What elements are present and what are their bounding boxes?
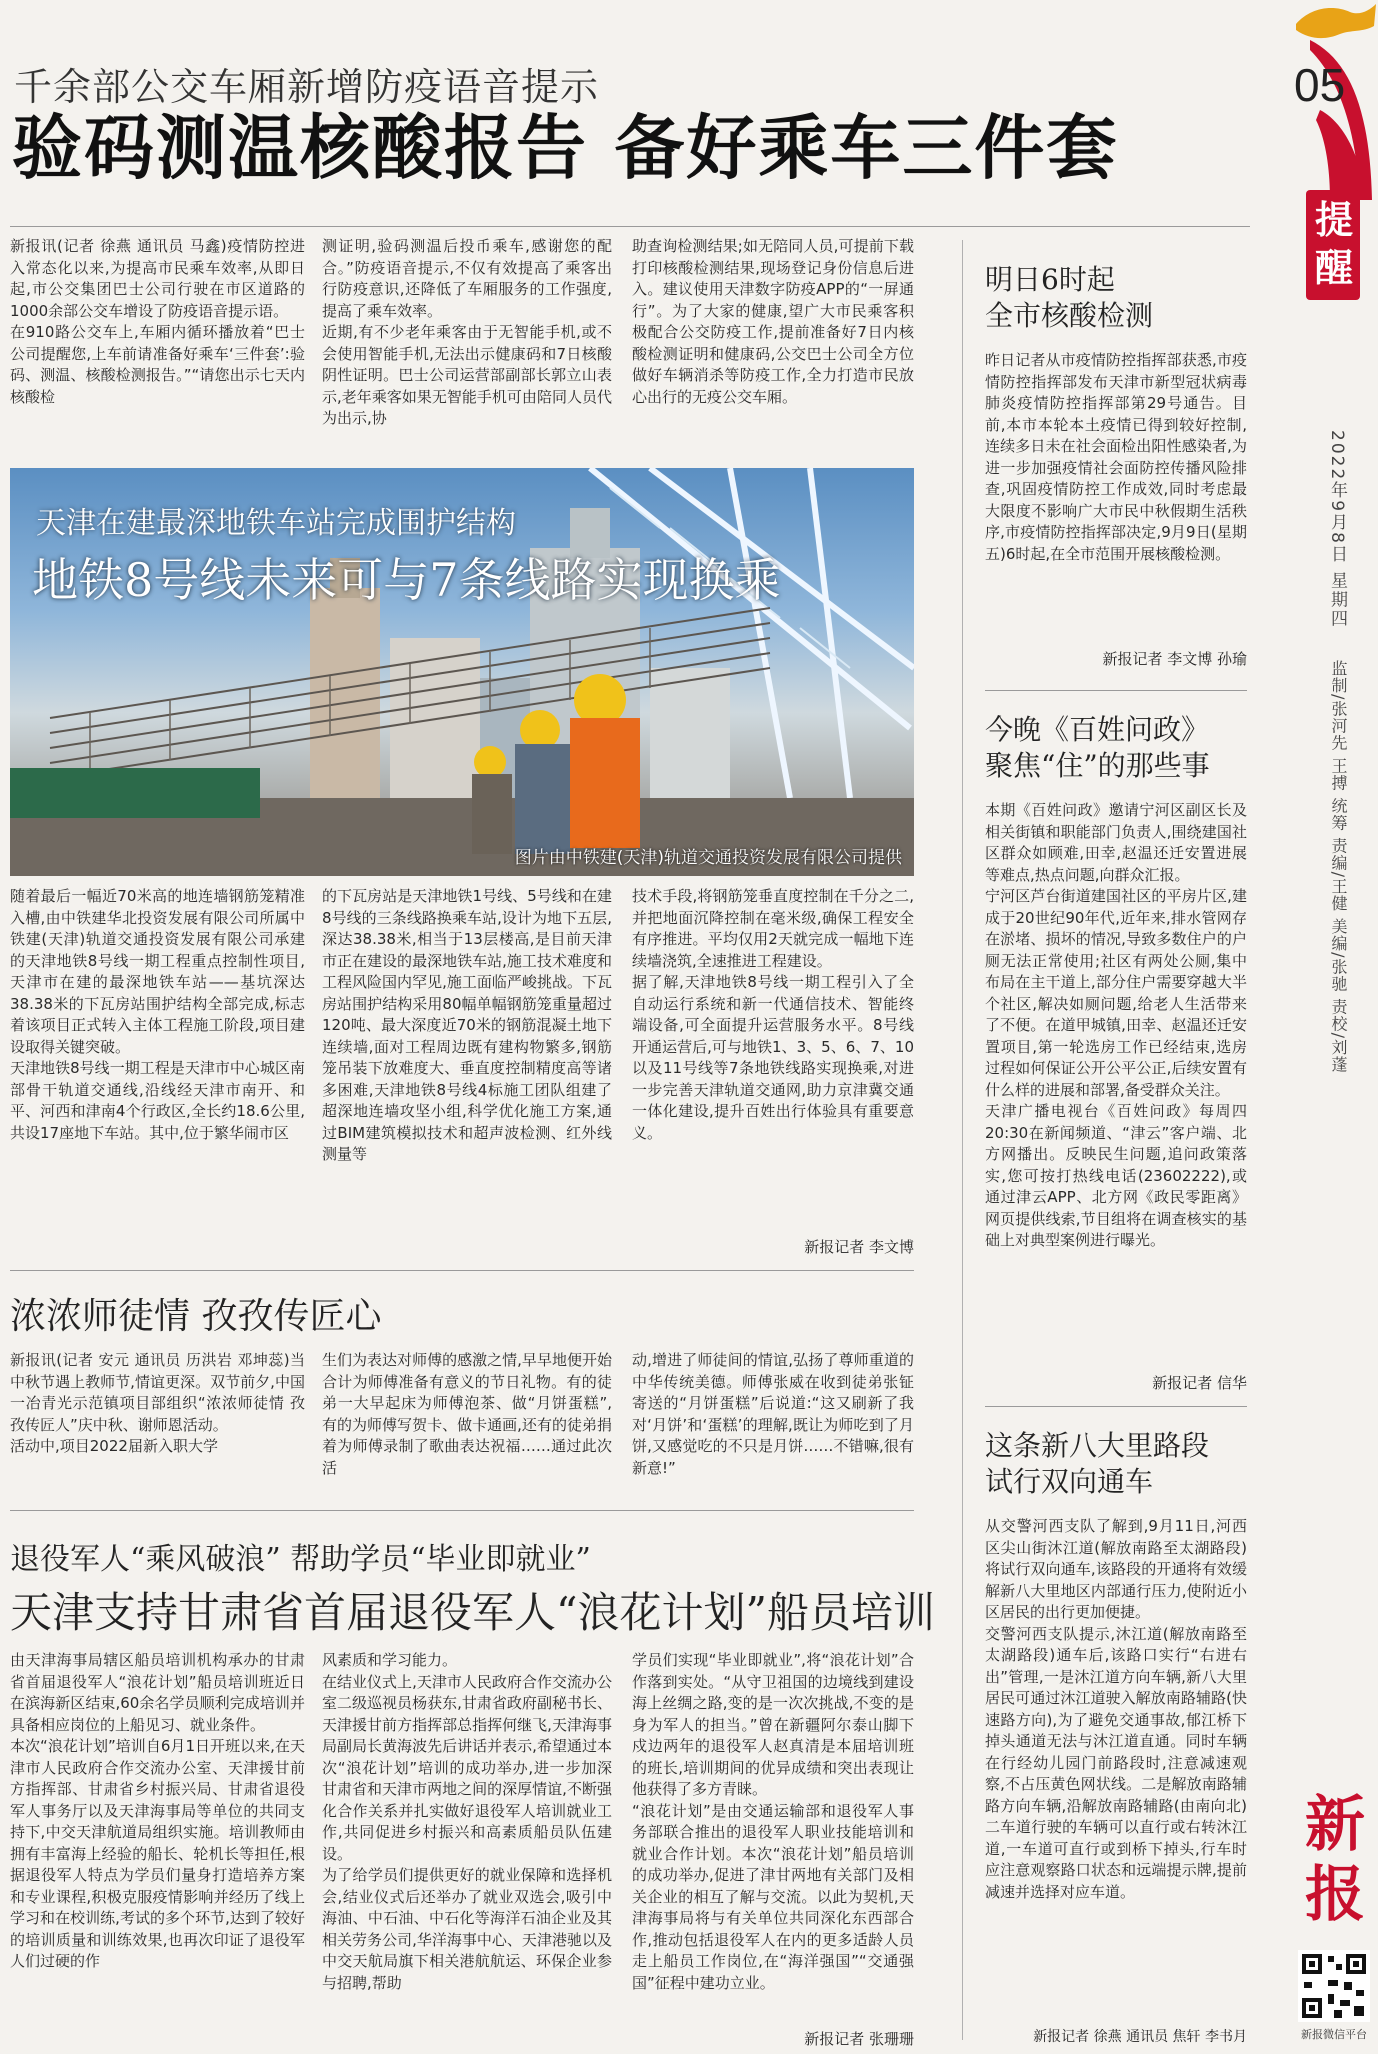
lead-kicker: 千余部公交车厢新增防疫语音提示 [14,65,600,109]
qr-caption: 新报微信平台 [1301,2028,1367,2041]
right-s2-body: 本期《百姓问政》邀请宁河区副区长及相关街镇和职能部门负责人,围绕建国社区群众如顾难,田幸,赵温还迁安置进展等难点,热点问题,向群众汇报。 宁河区芦台街道建国社区的平房片区,建成于20世纪90年代,近年来,排水管网存在淤堵、损坏的情况,导致多数住户的户厕无法正常使用;社区有两处公厕,集中布局在主干道上,部分住户需要穿越大半个社区,解决如厕问题,给老人生活带来了不便。在道甲城镇,田幸、赵温还迁安置项目,第一轮选房工作已经结束,选房过程如何保证公开公平公正,后续安置有什么样的进展和部署,备受群众关注。 天津广播电视台《百姓问政》每周四20:30在新闻频道、“津云”客户端、北方网播出。反映民生问题,追问政策落实,您可按打热线电话(23602222),或通过津云APP、北方网《政民零距离》网页提供线索,节目组将在调查核实的基础上对典型案例进行曝光。 [985,801,1247,1249]
metro-headline: 地铁8号线未来可与7条线路实现换乘 [32,553,781,607]
teacher-col-2: 生们为表达对师傅的感激之情,早早地便开始合计为师傅准备有意义的节日礼物。有的徒弟一大早起床为师傅泡茶、做“月饼蛋糕”,有的为师傅写贺卡、做卡通画,还有的徒弟捐着为师傅录制了歌曲表达祝福……通过此次活 [322,1351,612,1477]
divider [10,226,1250,227]
brand-logo: 新报 [1305,1790,1365,1930]
metro-kicker: 天津在建最深地铁车站完成围护结构 [36,506,516,541]
metro-col-3: 技术手段,将钢筋笼垂直度控制在千分之二,并把地面沉降控制在毫米级,确保工程安全有序推进。平均仅用2天就完成一幅地下连续墙浇筑,全速推进工程建设。 据了解,天津地铁8号线一期工程引入了全自动运行系统和新一代通信技术、智能终端设备,可全面提升运营服务水平。8号线开通运营后,可与地铁1、3、5、6、7、10以及11号线等7条地铁线路实现换乘,对进一步完善天津轨道交通网,助力京津冀交通一体化建设,提升百姓出行体验具有重要意义。 [632,887,914,1142]
metro-col-1: 随着最后一幅近70米高的地连墙钢筋笼精准入槽,由中铁建华北投资发展有限公司所属中铁建(天津)轨道交通投资发展有限公司承建的天津地铁8号线一期工程重点控制性项目,天津市在建的最深地铁车站——基坑深达38.38米的下瓦房站围护结构全部完成,标志着该项目正式转入主体工程施工阶段,项目建设取得关键突破。 天津地铁8号线一期工程是天津市中心城区南部骨干轨道交通线,沿线经天津市南开、和平、河西和津南4个行政区,全长约18.6公里,共设17座地下车站。其中,位于繁华闹市区 [10,887,305,1142]
date-strip: 2022年9月8日 星期四 [1327,430,1347,629]
metro-byline: 新报记者 李文博 [804,1238,914,1256]
teacher-col-1: 新报讯(记者 安元 通讯员 历洪岩 邓坤蕊)当中秋节遇上教师节,情谊更深。双节前夕,中国一冶青光示范镇项目部组织“浓浓师徒情 孜孜传匠人”庆中秋、谢师恩活动。 活动中,项目2022届新入职大学 [10,1351,305,1455]
right-s1-body: 昨日记者从市疫情防控指挥部获悉,市疫情防控指挥部发布天津市新型冠状病毒肺炎疫情防控指挥部第29号通告。目前,本市本轮本土疫情已得到较好控制,连续多日未在社会面检出阳性感染者,为进一步加强疫情社会面防控传播风险排查,巩固疫情防控工作成效,同时考虑最大限度不影响广大市民中秋假期生活秩序,市疫情防控指挥部决定,9月9日(星期五)6时起,在全市范围开展核酸检测。 [985,351,1247,563]
column-divider [962,240,963,2040]
right-s2-title: 今晚《百姓问政》 聚焦“住”的那些事 [985,713,1210,782]
reminder-label: 提醒 [1314,198,1353,290]
lead-col-3: 助查询检测结果;如无陪同人员,可提前下载打印核酸检测结果,现场登记身份信息后进入。建议使用天津数字防疫APP的“一屏通行”。为了大家的健康,望广大市民乘客积极配合公交防疫工作,提前准备好7日内核酸检测证明和健康码,公交巴士公司全方位做好车辆消杀等防疫工作,全力打造市民放心出行的无疫公交车厢。 [632,237,914,406]
veterans-byline: 新报记者 张珊珊 [804,2030,914,2048]
divider [985,690,1247,691]
lead-col-1: 新报讯(记者 徐燕 通讯员 马鑫)疫情防控进入常态化以来,为提高市民乘车效率,从即日起,市公交集团巴士公司行驶在市区道路的1000余部公交车增设了防疫语音提示语。 在910路公交车上,车厢内循环播放着“巴士公司提醒您,上车前请准备好乘车‘三件套’:验码、测温、核酸检测报告。”“请您出示七天内核酸检 [10,237,305,406]
right-s3-body: 从交警河西支队了解到,9月11日,河西区尖山街沐江道(解放南路至太湖路段)将试行双向通车,该路段的开通将有效缓解新八大里地区内部通行压力,使附近小区居民的出行更加便捷。 交警河西支队提示,沐江道(解放南路至太湖路段)通车后,该路口实行“右进右出”管理,一是沐江道方向车辆,新八大里居民可通过沐江道驶入解放南路辅路(快速路方向),为了避免交通事故,郁江桥下掉头通道无法与沐江道直通。同时车辆在行经幼儿园门前路段时,注意减速观察,不占压黄色网状线。二是解放南路辅路方向车辆,沿解放南路辅路(由南向北)二车道行驶的车辆可以直行或右转沐江道,一车道可直行或到桥下掉头,行车时应注意观察路口状态和远端提示牌,提前减速并选择对应车道。 [985,1517,1247,1901]
construction-photo [10,468,914,876]
veterans-kicker: 退役军人“乘风破浪” 帮助学员“毕业即就业” [10,1542,591,1577]
right-s1-title: 明日6时起 全市核酸检测 [985,263,1154,332]
right-s2-byline: 新报记者 信华 [1152,1374,1247,1392]
lead-headline: 验码测温核酸报告 备好乘车三件套 [12,107,1119,189]
right-s3-byline: 新报记者 徐燕 通讯员 焦轩 李书月 [1033,2029,1247,2045]
teacher-col-3: 动,增进了师徒间的情谊,弘扬了尊师重道的中华传统美德。师傅张威在收到徒弟张钲寄送的“月饼蛋糕”后说道:“这又刷新了我对‘月饼’和‘蛋糕’的理解,既让为师吃到了月饼,又感觉吃的不只是月饼……不错嘛,很有新意!” [632,1351,914,1477]
teacher-headline: 浓浓师徒情 孜孜传匠心 [10,1296,382,1337]
veterans-col-2: 风素质和学习能力。 在结业仪式上,天津市人民政府合作交流办公室二级巡视员杨获东,甘肃省政府副秘书长、天津援甘前方指挥部总指挥何继飞,天津海事局副局长黄海波先后讲话并表示,希望通过本次“浪花计划”培训的成功举办,进一步加深甘肃省和天津市两地之间的深厚情谊,不断强化合作关系并扎实做好退役军人培训就业工作,共同促进乡村振兴和高素质船员队伍建设。 为了给学员们提供更好的就业保障和选择机会,结业仪式后还举办了就业双选会,吸引中海油、中石油、中石化等海洋石油企业及其相关劳务公司,华洋海事中心、天津港驰以及中交天航局旗下相关港航航运、环保企业参与招聘,帮助 [322,1651,612,1992]
right-s1-byline: 新报记者 李文博 孙瑜 [1102,650,1247,668]
page-number: 05 [1294,59,1346,111]
page-edge-strip [1290,0,1378,2054]
lead-col-2: 测证明,验码测温后投币乘车,感谢您的配合。”防疫语音提示,不仅有效提高了乘客出行防疫意识,还降低了车厢服务的工作强度,提高了乘车效率。 近期,有不少老年乘客由于无智能手机,或不会使用智能手机,无法出示健康码和7日核酸阴性证明。巴士公司运营部副部长郭立山表示,老年乘客如果无智能手机可由陪同人员代为出示,协 [322,237,612,427]
photo-credit: 图片由中铁建(天津)轨道交通投资发展有限公司提供 [514,848,902,868]
veterans-headline: 天津支持甘肃省首届退役军人“浪花计划”船员培训 [10,1588,935,1637]
qr-code-icon [1298,1950,1370,2022]
veterans-col-3: 学员们实现“毕业即就业”,将“浪花计划”合作落到实处。“从守卫祖国的边境线到建设海上丝绸之路,变的是一次次挑战,不变的是身为军人的担当。”曾在新疆阿尔泰山脚下戍边两年的退役军人赵真清是本届培训班的班长,培训期间的优异成绩和突出表现让他获得了多方青睐。 “浪花计划”是由交通运输部和退役军人事务部联合推出的退役军人职业技能培训和就业合作计划。本次“浪花计划”船员培训的成功举办,促进了津甘两地有关部门及相关企业的相互了解与交流。以此为契机,天津海事局将与有关单位共同深化东西部合作,推动包括退役军人在内的更多适龄人员走上船员工作岗位,在“海洋强国”“交通强国”征程中建功立业。 [632,1651,914,1992]
metro-col-2: 的下瓦房站是天津地铁1号线、5号线和在建8号线的三条线路换乘车站,设计为地下五层,深达38.38米,相当于13层楼高,是目前天津市正在建设的最深地铁车站,施工技术难度和工程风险国内罕见,施工面临严峻挑战。下瓦房站围护结构采用80幅单幅钢筋笼重量超过120吨、最大深度近70米的钢筋混凝土地下连续墙,面对工程周边既有建构物繁多,钢筋笼吊装下放难度大、垂直度控制精度高等诸多困难,天津地铁8号线4标施工团队组建了超深地连墙攻坚小组,科学优化施工方案,通过BIM建筑模拟技术和超声波检测、红外线测量等 [322,887,612,1163]
divider [985,1406,1247,1407]
divider [10,1270,914,1271]
staff-strip: 监制/张河先 王搏 统筹 责编/王健 美编/张驰 责校/刘蓬 [1329,660,1348,1073]
right-s3-title: 这条新八大里路段 试行双向通车 [985,1429,1210,1498]
veterans-col-1: 由天津海事局辖区船员培训机构承办的甘肃省首届退役军人“浪花计划”船员培训班近日在滨海新区结束,60余名学员顺利完成培训并具备相应岗位的上船见习、就业条件。 本次“浪花计划”培训自6月1日开班以来,在天津市人民政府合作交流办公室、天津援甘前方指挥部、甘肃省乡村振兴局、甘肃省退役军人事务厅以及天津海事局等单位的共同支持下,中交天津航道局组织实施。培训教师由拥有丰富海上经验的船长、轮机长等担任,根据退役军人特点为学员们量身打造培养方案和专业课程,积极克服疫情影响并经历了线上学习和在校训练,考试的多个环节,达到了较好的培训质量和训练效果,也再次印证了退役军人们过硬的作 [10,1651,305,1970]
divider [10,1510,914,1511]
